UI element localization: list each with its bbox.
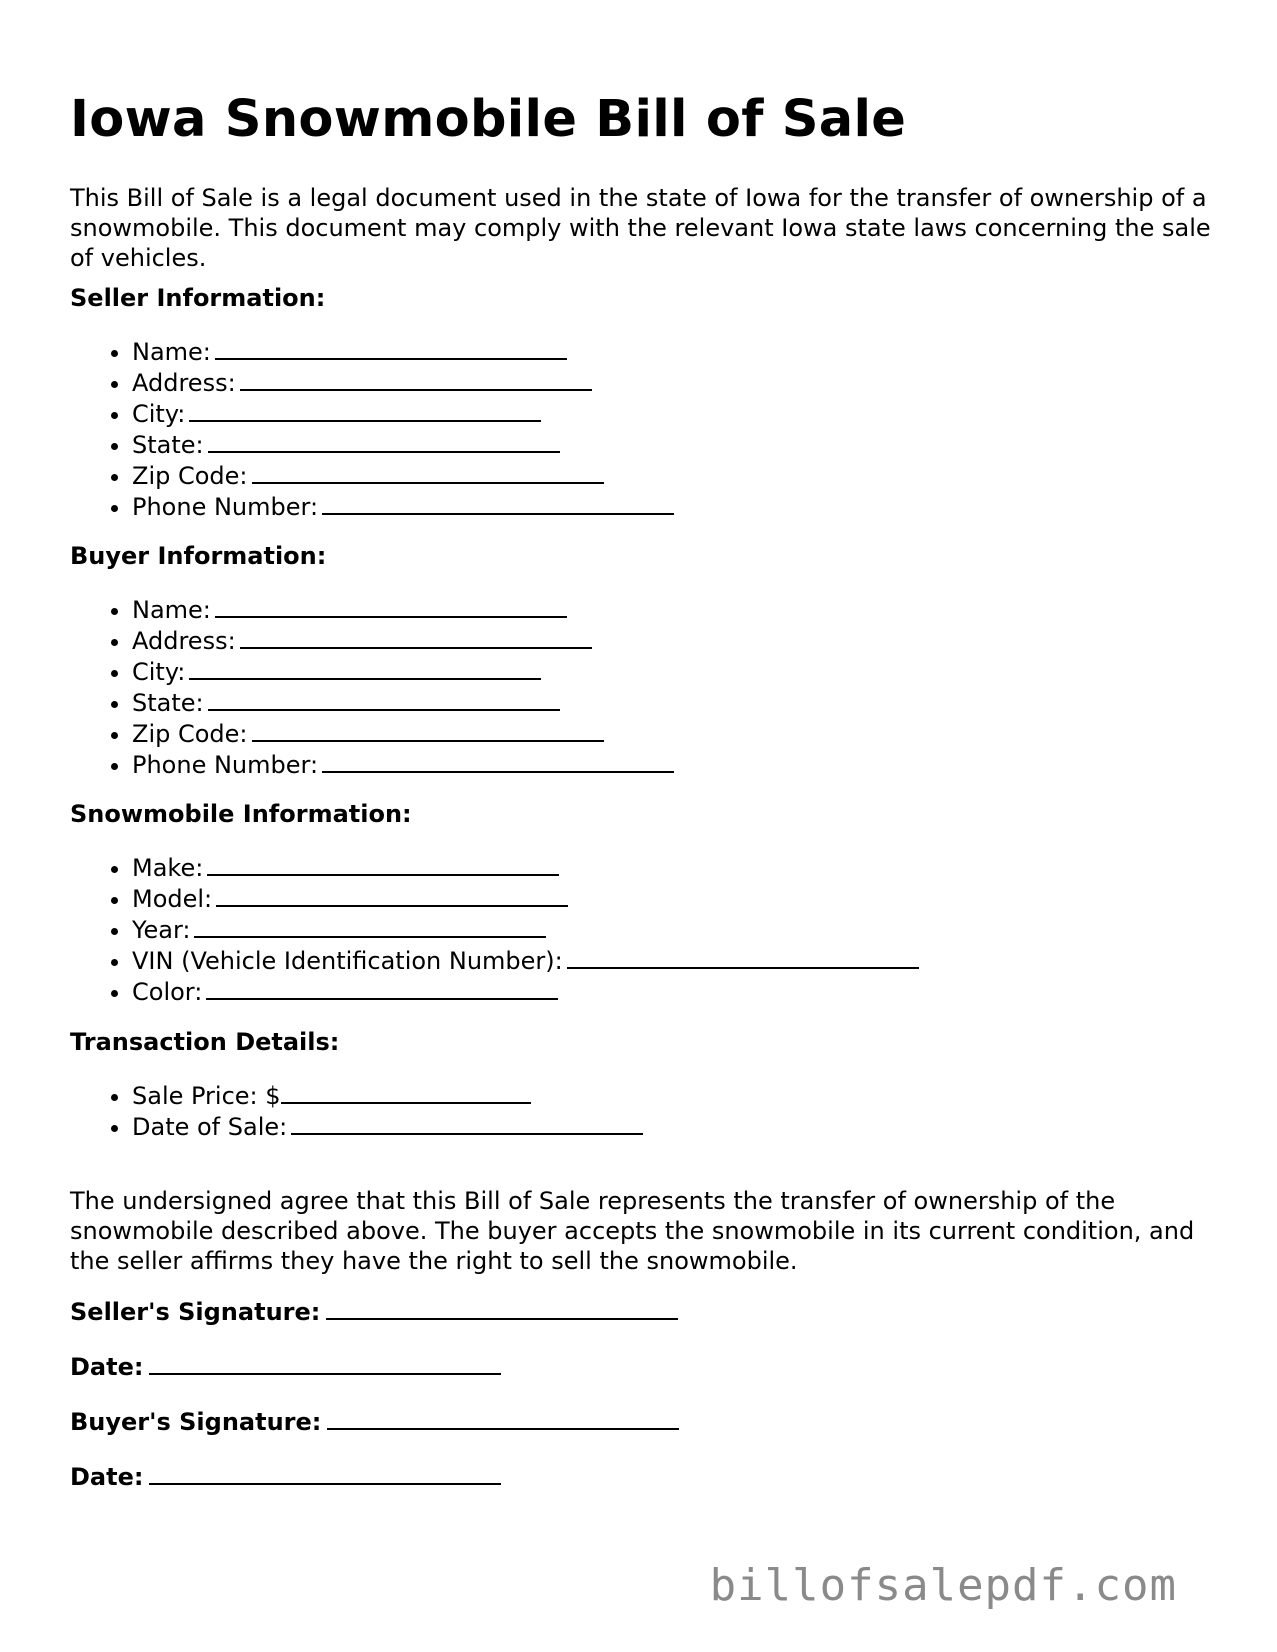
- snowmobile-vin-blank[interactable]: [567, 945, 919, 969]
- buyer-address-blank[interactable]: [240, 625, 592, 649]
- field-label: State:: [132, 689, 204, 717]
- snowmobile-model-field: [132, 883, 919, 914]
- snowmobile-year-blank[interactable]: [194, 914, 546, 938]
- seller-address-blank[interactable]: [240, 367, 592, 391]
- buyer-city-field: [132, 656, 674, 687]
- buyer-address-field: [132, 625, 674, 656]
- buyer-state-field: [132, 687, 674, 718]
- site-watermark: billofsalepdf.com: [709, 1560, 1177, 1611]
- snowmobile-make-blank[interactable]: [207, 852, 559, 876]
- buyer-date-blank[interactable]: [149, 1461, 501, 1485]
- buyer-name-blank[interactable]: [215, 594, 567, 618]
- field-label: Year:: [132, 916, 191, 944]
- field-label: Name:: [132, 338, 211, 366]
- field-label: Model:: [132, 885, 213, 913]
- snowmobile-fields-list: [70, 852, 919, 1007]
- snowmobile-make-field: [132, 852, 919, 883]
- seller-address-field: [132, 367, 674, 398]
- snowmobile-year-field: [132, 914, 919, 945]
- snowmobile-model-blank[interactable]: [216, 883, 568, 907]
- field-label: City:: [132, 658, 186, 686]
- transaction-heading: Transaction Details:: [70, 1028, 340, 1056]
- buyer-phone-field: [132, 749, 674, 780]
- seller-name-field: [132, 336, 674, 367]
- sale-price-blank[interactable]: [281, 1080, 531, 1104]
- buyer-state-blank[interactable]: [208, 687, 560, 711]
- field-label: Color:: [132, 978, 203, 1006]
- seller-phone-field: [132, 491, 674, 522]
- snowmobile-color-field: [132, 976, 919, 1007]
- seller-signature-line: [70, 1296, 678, 1327]
- buyer-signature-blank[interactable]: [327, 1406, 679, 1430]
- field-label: Sale Price: $: [132, 1082, 281, 1110]
- buyer-heading: Buyer Information:: [70, 542, 327, 570]
- buyer-phone-blank[interactable]: [322, 749, 674, 773]
- date-of-sale-blank[interactable]: [291, 1111, 643, 1135]
- buyer-zip-blank[interactable]: [252, 718, 604, 742]
- sale-price-field: [132, 1080, 643, 1111]
- buyer-fields-list: [70, 594, 674, 780]
- seller-phone-blank[interactable]: [322, 491, 674, 515]
- date-of-sale-field: [132, 1111, 643, 1142]
- buyer-zip-field: [132, 718, 674, 749]
- buyer-signature-line: [70, 1406, 679, 1437]
- field-label: Name:: [132, 596, 211, 624]
- buyer-name-field: [132, 594, 674, 625]
- seller-city-field: [132, 398, 674, 429]
- buyer-signature-label: Buyer's Signature:: [70, 1408, 322, 1436]
- seller-state-blank[interactable]: [208, 429, 560, 453]
- seller-date-label: Date:: [70, 1353, 144, 1381]
- buyer-date-line: [70, 1461, 501, 1492]
- seller-heading: Seller Information:: [70, 284, 326, 312]
- field-label: VIN (Vehicle Identification Number):: [132, 947, 563, 975]
- seller-date-line: [70, 1351, 501, 1382]
- seller-zip-blank[interactable]: [252, 460, 604, 484]
- field-label: Address:: [132, 627, 236, 655]
- seller-city-blank[interactable]: [189, 398, 541, 422]
- buyer-date-label: Date:: [70, 1463, 144, 1491]
- field-label: City:: [132, 400, 186, 428]
- closing-paragraph: The undersigned agree that this Bill of Sale represents the transfer of ownership of the snowmobile described above. The buyer accepts the snowmobile in its current condition, and the seller affirms they have the right to sell the snowmobile.: [70, 1187, 1195, 1275]
- field-label: Phone Number:: [132, 493, 319, 521]
- buyer-city-blank[interactable]: [189, 656, 541, 680]
- field-label: State:: [132, 431, 204, 459]
- field-label: Make:: [132, 854, 204, 882]
- snowmobile-heading: Snowmobile Information:: [70, 800, 412, 828]
- field-label: Zip Code:: [132, 720, 248, 748]
- field-label: Address:: [132, 369, 236, 397]
- seller-date-blank[interactable]: [149, 1351, 501, 1375]
- snowmobile-vin-field: [132, 945, 919, 976]
- seller-signature-blank[interactable]: [326, 1296, 678, 1320]
- field-label: Zip Code:: [132, 462, 248, 490]
- transaction-fields-list: [70, 1080, 643, 1142]
- field-label: Phone Number:: [132, 751, 319, 779]
- snowmobile-color-blank[interactable]: [206, 976, 558, 1000]
- intro-paragraph: This Bill of Sale is a legal document used in the state of Iowa for the transfer of ownership of a snowmobile. This document may comply with the relevant Iowa state laws concerning the sale of vehicles.: [70, 184, 1211, 272]
- field-label: Date of Sale:: [132, 1113, 288, 1141]
- seller-state-field: [132, 429, 674, 460]
- document-title: Iowa Snowmobile Bill of Sale: [70, 90, 907, 149]
- seller-signature-label: Seller's Signature:: [70, 1298, 321, 1326]
- seller-name-blank[interactable]: [215, 336, 567, 360]
- seller-zip-field: [132, 460, 674, 491]
- seller-fields-list: [70, 336, 674, 522]
